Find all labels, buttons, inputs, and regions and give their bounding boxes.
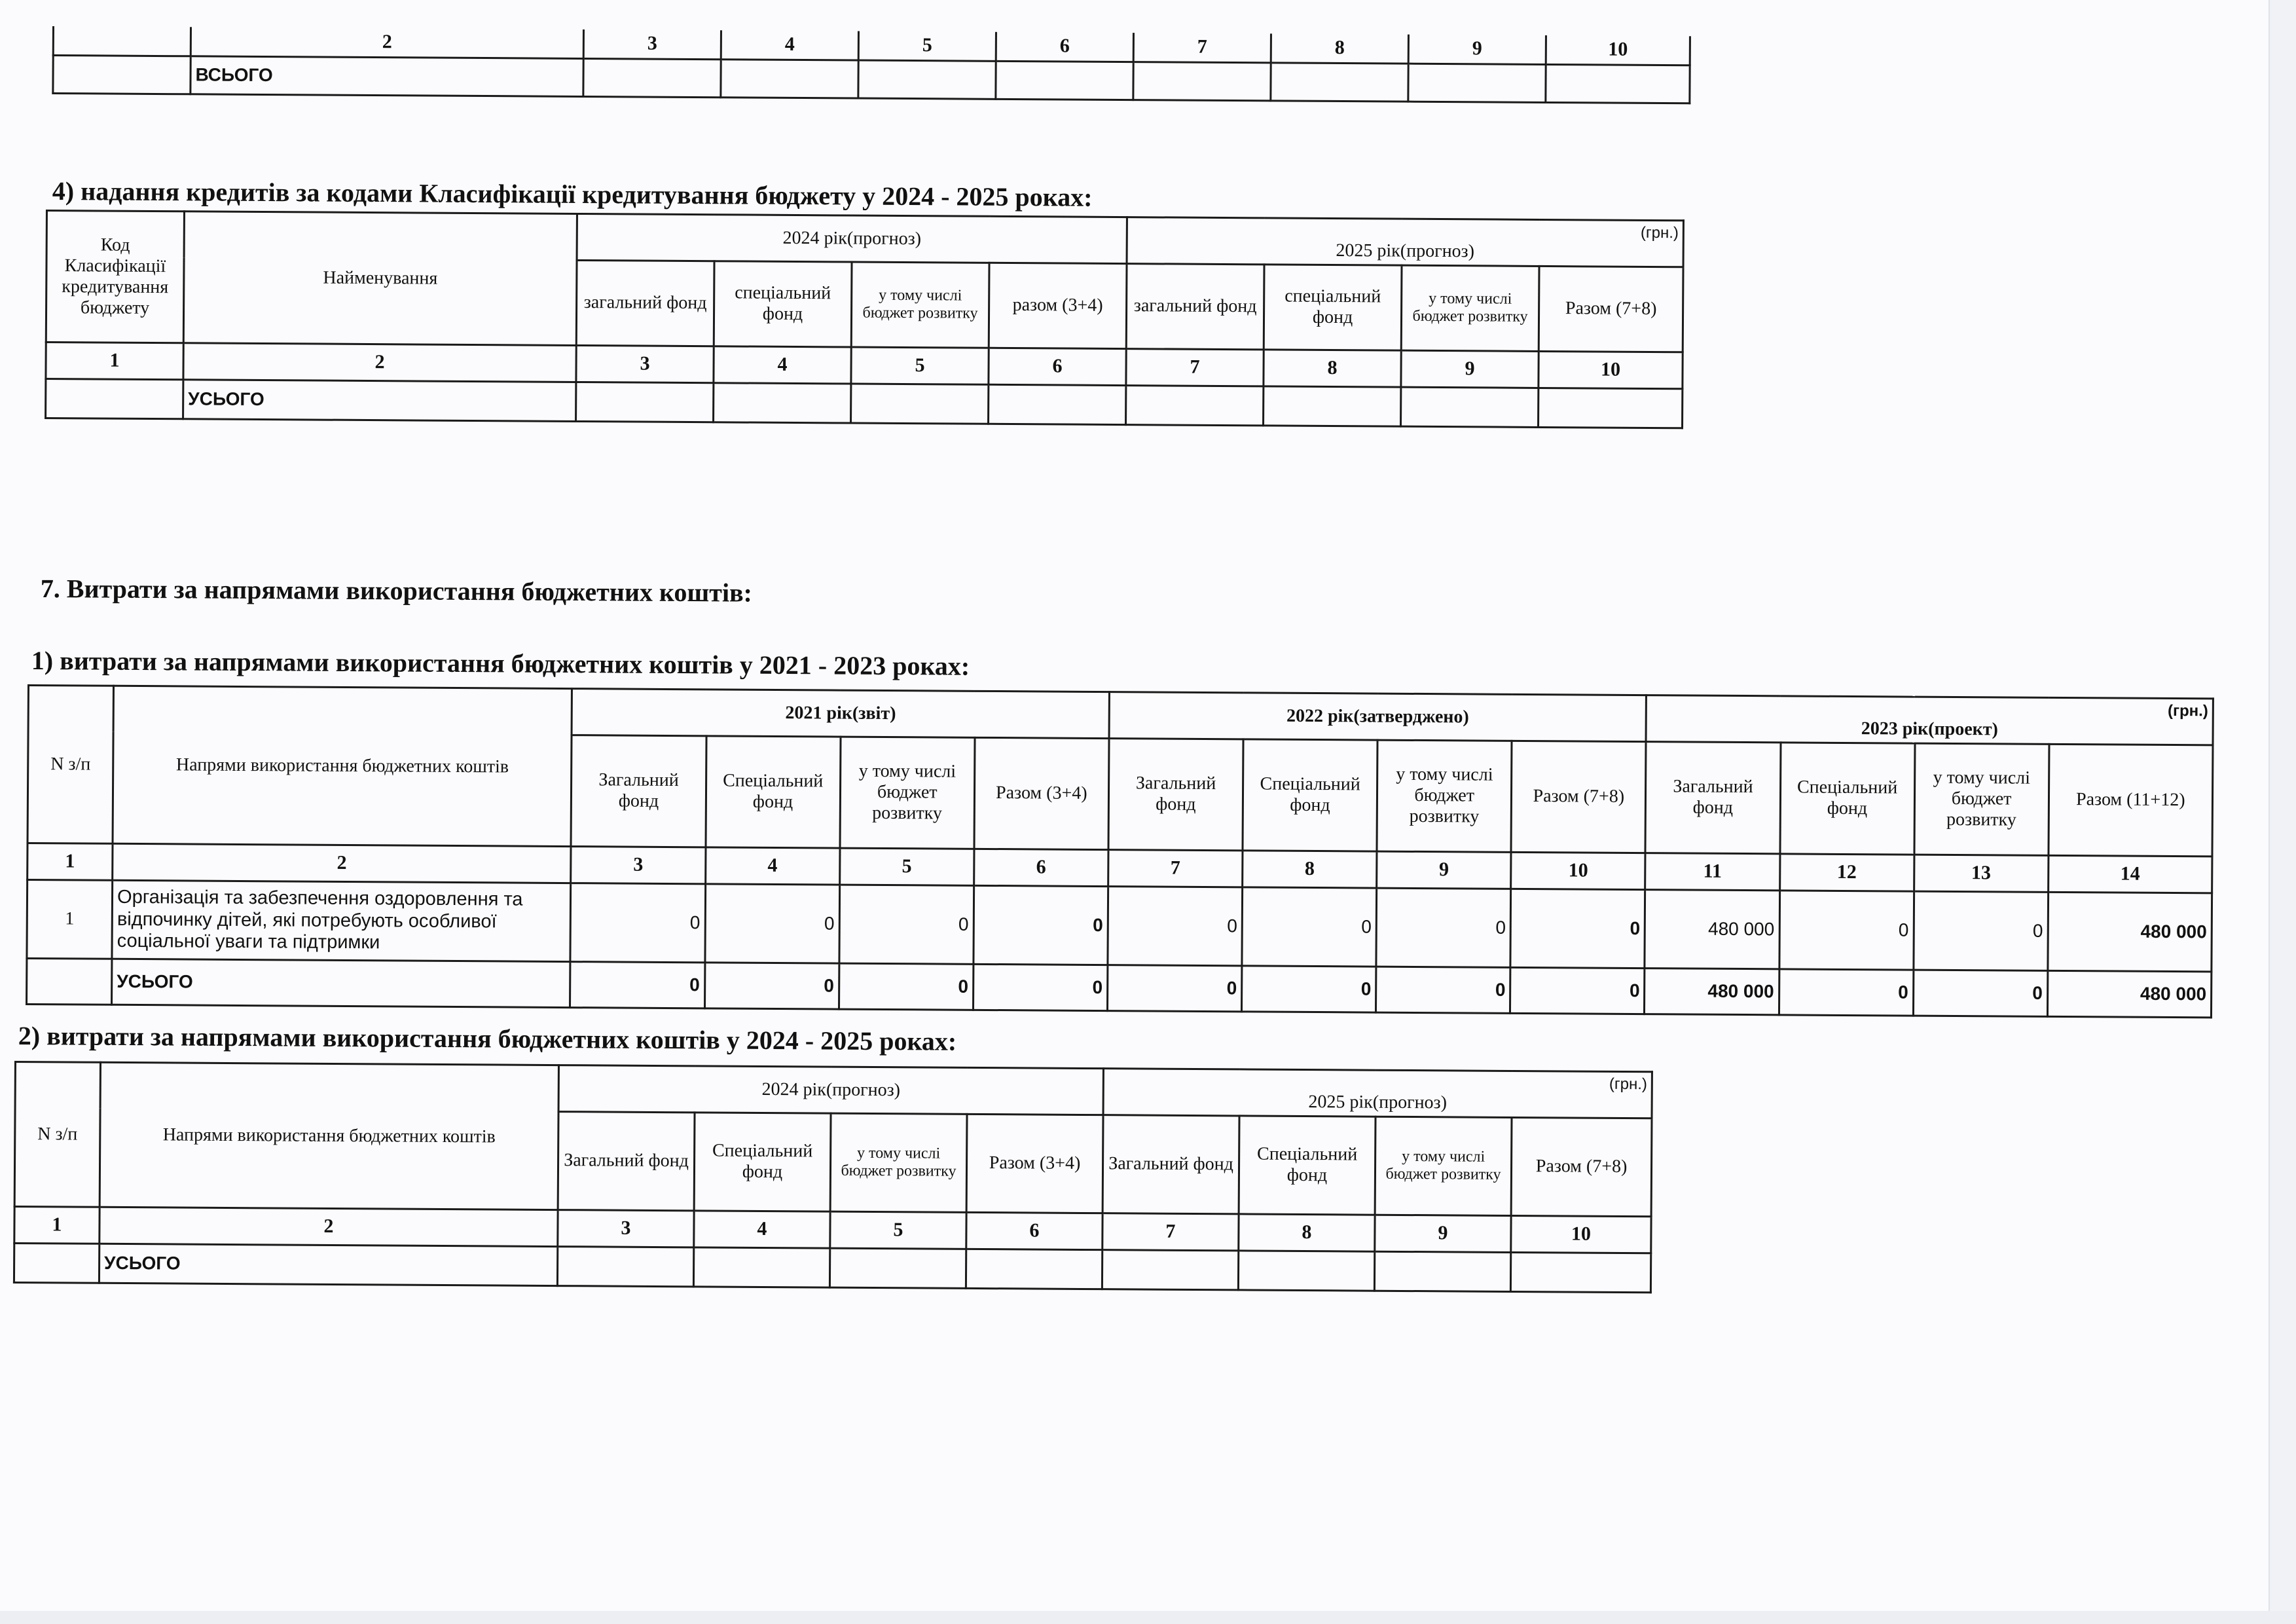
col-number: 13 bbox=[1914, 855, 2048, 892]
total-value: 0 bbox=[1913, 970, 2048, 1016]
sub-header: Разом (7+8) bbox=[1539, 266, 1683, 352]
total-label: УСЬОГО bbox=[183, 380, 576, 422]
unit-label: (грн.) bbox=[1640, 223, 1679, 242]
total-value: 0 bbox=[1510, 967, 1645, 1014]
total-value: 0 bbox=[1779, 969, 1914, 1016]
sub-header: загальний фонд bbox=[576, 260, 714, 346]
col-number: 11 bbox=[1645, 853, 1779, 890]
year-header: 2022 рік(затверджено) bbox=[1109, 692, 1647, 742]
col-number: 9 bbox=[1375, 1215, 1511, 1252]
sub-header: у тому числі бюджет розвитку bbox=[1377, 740, 1512, 852]
cell-value: 480 000 bbox=[2048, 892, 2212, 972]
cell-value: 0 bbox=[704, 884, 839, 963]
total-value: 0 bbox=[704, 963, 839, 1009]
sub-header: у тому числі бюджет розвитку bbox=[830, 1113, 967, 1212]
sub-header: разом (3+4) bbox=[989, 263, 1127, 348]
year-header: 2024 рік(прогноз) bbox=[577, 213, 1127, 263]
cell-value: 0 bbox=[1108, 886, 1243, 965]
col-number: 9 bbox=[1401, 350, 1539, 388]
row-number: 1 bbox=[27, 879, 113, 959]
row-direction: Організація та забезпечення оздоровлення та відпочинку дітей, які потребують особливої соціальної уваги та підтримки bbox=[112, 880, 571, 961]
col-number: 8 bbox=[1271, 33, 1408, 63]
col-number: 3 bbox=[583, 29, 721, 59]
year-header-group bbox=[1103, 1069, 1652, 1118]
year-header: 2024 рік(прогноз) bbox=[558, 1065, 1103, 1115]
sub-header: Спеціальний фонд bbox=[1243, 739, 1377, 851]
sub-header: спеціальний фонд bbox=[1264, 265, 1402, 350]
col-number: 8 bbox=[1264, 350, 1401, 387]
col-header-direction: Напрями використання бюджетних коштів bbox=[113, 686, 572, 846]
col-number: 1 bbox=[14, 1206, 100, 1244]
cell-value: 0 bbox=[1914, 891, 2049, 970]
total-value: 0 bbox=[973, 964, 1108, 1010]
sub-header: у тому числі бюджет розвитку bbox=[1914, 743, 2049, 855]
col-header-n: N з/п bbox=[27, 686, 114, 844]
col-number: 8 bbox=[1239, 1214, 1375, 1251]
col-number: 8 bbox=[1243, 851, 1377, 888]
sub-header: загальний фонд bbox=[1126, 263, 1264, 349]
credits-table bbox=[45, 210, 1685, 429]
sub-header: спеціальний фонд bbox=[714, 261, 852, 347]
col-number: 2 bbox=[191, 27, 583, 58]
col-number: 7 bbox=[1108, 849, 1243, 887]
col-number: 7 bbox=[1126, 348, 1264, 386]
total-label: УСЬОГО bbox=[99, 1244, 557, 1285]
col-number: 10 bbox=[1511, 852, 1645, 889]
col-number: 6 bbox=[966, 1212, 1102, 1249]
col-number: 9 bbox=[1408, 35, 1546, 64]
col-number: 5 bbox=[839, 848, 974, 885]
total-label: УСЬОГО bbox=[112, 959, 571, 1007]
col-number: 10 bbox=[1539, 351, 1683, 388]
sub-header: у тому числі бюджет розвитку bbox=[840, 737, 975, 849]
table-row bbox=[27, 879, 2212, 971]
cell-value: 0 bbox=[570, 883, 705, 962]
sub-header: Загальний фонд bbox=[571, 735, 706, 847]
col-number: 6 bbox=[989, 348, 1126, 385]
section-4-heading: 4) надання кредитів за кодами Класифікації кредитування бюджету у 2024 - 2025 роках: bbox=[52, 175, 1093, 212]
col-number: 6 bbox=[996, 32, 1133, 62]
total-label: ВСЬОГО bbox=[191, 56, 583, 96]
year-header: 2021 рік(звіт) bbox=[572, 689, 1109, 739]
sub-header: Разом (3+4) bbox=[974, 737, 1109, 849]
col-header-direction: Напрями використання бюджетних коштів bbox=[100, 1062, 558, 1209]
section-7-2-heading: 2) витрати за напрямами використання бюджетних коштів у 2024 - 2025 роках: bbox=[18, 1021, 957, 1056]
top-table-fragment bbox=[52, 26, 1691, 104]
page-bottom-edge bbox=[0, 1611, 2296, 1624]
col-number: 5 bbox=[851, 347, 989, 384]
col-number: 7 bbox=[1133, 33, 1271, 62]
total-value: 480 000 bbox=[2047, 970, 2212, 1018]
cell-value: 0 bbox=[839, 885, 974, 964]
col-header-code: Код Класифікації кредитування бюджету bbox=[46, 211, 184, 343]
total-value: 0 bbox=[839, 963, 974, 1010]
col-number: 1 bbox=[46, 342, 183, 379]
sub-header: Загальний фонд bbox=[1102, 1115, 1239, 1213]
sub-header: Спеціальний фонд bbox=[1239, 1116, 1376, 1215]
sub-header: Разом (3+4) bbox=[966, 1114, 1103, 1213]
col-number: 5 bbox=[830, 1211, 966, 1249]
total-value: 0 bbox=[1107, 965, 1242, 1011]
sub-header: у тому числі бюджет розвитку bbox=[1401, 265, 1539, 351]
col-header-name: Найменування bbox=[183, 212, 577, 345]
cell-value: 0 bbox=[1779, 891, 1914, 970]
expenses-2024-2025-table bbox=[13, 1061, 1653, 1293]
year-header: 2025 рік(прогноз) bbox=[1336, 240, 1475, 261]
total-value: 480 000 bbox=[1645, 968, 1779, 1014]
col-number: 4 bbox=[705, 847, 839, 885]
sub-header: Разом (7+8) bbox=[1511, 1117, 1652, 1216]
cell-value: 0 bbox=[974, 885, 1108, 965]
col-number: 2 bbox=[183, 343, 576, 382]
cell-value: 0 bbox=[1510, 889, 1645, 968]
col-number: 6 bbox=[974, 849, 1108, 886]
sub-header: Спеціальний фонд bbox=[694, 1113, 831, 1211]
col-number: 12 bbox=[1779, 854, 1914, 891]
unit-label: (грн.) bbox=[1609, 1075, 1648, 1094]
sub-header: Спеціальний фонд bbox=[706, 736, 841, 848]
col-number: 1 bbox=[27, 843, 113, 880]
sub-header: Загальний фонд bbox=[1108, 738, 1243, 850]
col-number: 2 bbox=[113, 843, 572, 883]
year-header: 2023 рік(проект) bbox=[1861, 718, 1998, 739]
col-number: 3 bbox=[558, 1209, 694, 1247]
year-header-group bbox=[1127, 217, 1683, 267]
sub-header: Загальний фонд bbox=[558, 1111, 695, 1210]
cell-value: 480 000 bbox=[1645, 889, 1779, 969]
col-number: 4 bbox=[694, 1211, 830, 1248]
unit-label: (грн.) bbox=[2167, 701, 2208, 720]
col-number: 14 bbox=[2048, 855, 2212, 893]
col-number: 7 bbox=[1102, 1213, 1239, 1250]
col-number: 9 bbox=[1377, 851, 1511, 889]
page-edge-shadow bbox=[2269, 0, 2296, 1624]
col-number: 4 bbox=[714, 346, 851, 384]
col-number: 10 bbox=[1511, 1215, 1651, 1253]
sub-header: Спеціальний фонд bbox=[1779, 743, 1914, 855]
year-header: 2025 рік(прогноз) bbox=[1308, 1091, 1448, 1113]
col-header-n: N з/п bbox=[14, 1062, 100, 1208]
cell-value: 0 bbox=[1242, 887, 1377, 967]
col-number: 3 bbox=[576, 345, 714, 382]
total-value: 0 bbox=[1376, 967, 1511, 1013]
col-number: 3 bbox=[571, 846, 705, 883]
sub-header: Загальний фонд bbox=[1645, 741, 1780, 853]
total-value: 0 bbox=[570, 961, 705, 1008]
cell-value: 0 bbox=[1376, 888, 1511, 967]
total-value: 0 bbox=[1242, 966, 1377, 1012]
col-number: 2 bbox=[100, 1207, 558, 1246]
sub-header: у тому числі бюджет розвитку bbox=[851, 262, 989, 348]
col-number: 4 bbox=[721, 30, 858, 60]
sub-header: Разом (11+12) bbox=[2049, 744, 2213, 857]
col-number: 5 bbox=[858, 31, 996, 61]
sub-header: у тому числі бюджет розвитку bbox=[1375, 1116, 1512, 1215]
section-7-heading: 7. Витрати за напрямами використання бюджетних коштів: bbox=[40, 574, 753, 608]
sub-header: Разом (7+8) bbox=[1511, 741, 1646, 853]
year-header-group bbox=[1646, 695, 2213, 745]
section-7-1-heading: 1) витрати за напрямами використання бюджетних коштів у 2021 - 2023 роках: bbox=[31, 646, 970, 681]
col-number: 10 bbox=[1546, 35, 1690, 65]
expenses-2021-2023-table bbox=[26, 684, 2214, 1018]
